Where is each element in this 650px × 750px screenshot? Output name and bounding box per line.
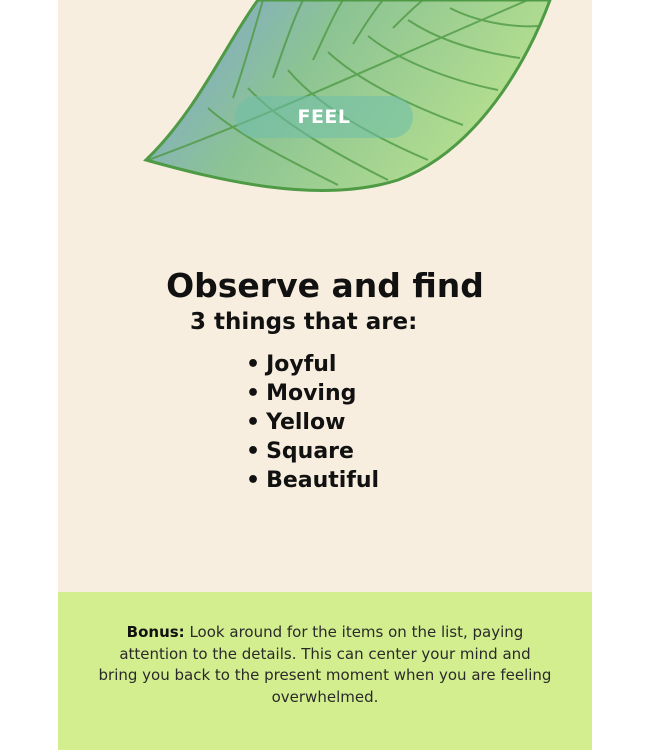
bonus-panel: [58, 592, 592, 750]
bullet: •: [246, 468, 261, 493]
list-item: • Moving: [246, 381, 357, 406]
list-item: • Square: [246, 439, 354, 464]
bullet: •: [246, 410, 261, 435]
bullet: •: [246, 439, 261, 464]
bonus-label: Bonus:: [126, 623, 185, 641]
list-item: • Beautiful: [246, 468, 380, 493]
list-item: • Joyful: [246, 352, 337, 377]
list-item: • Yellow: [246, 410, 346, 435]
bonus-text: [98, 622, 552, 708]
bonus-body: Look around for the items on the list, paying attention to the details. This can center your mind and bring you back to the present moment when you are feeling overwhelmed.: [98, 623, 552, 706]
bullet: •: [246, 352, 261, 377]
card-title: Observe and find: [166, 266, 484, 305]
bullet: •: [246, 381, 261, 406]
category-tag: FEEL: [235, 96, 413, 138]
things-list: [246, 350, 379, 495]
card-subtitle: 3 things that are:: [190, 309, 418, 335]
